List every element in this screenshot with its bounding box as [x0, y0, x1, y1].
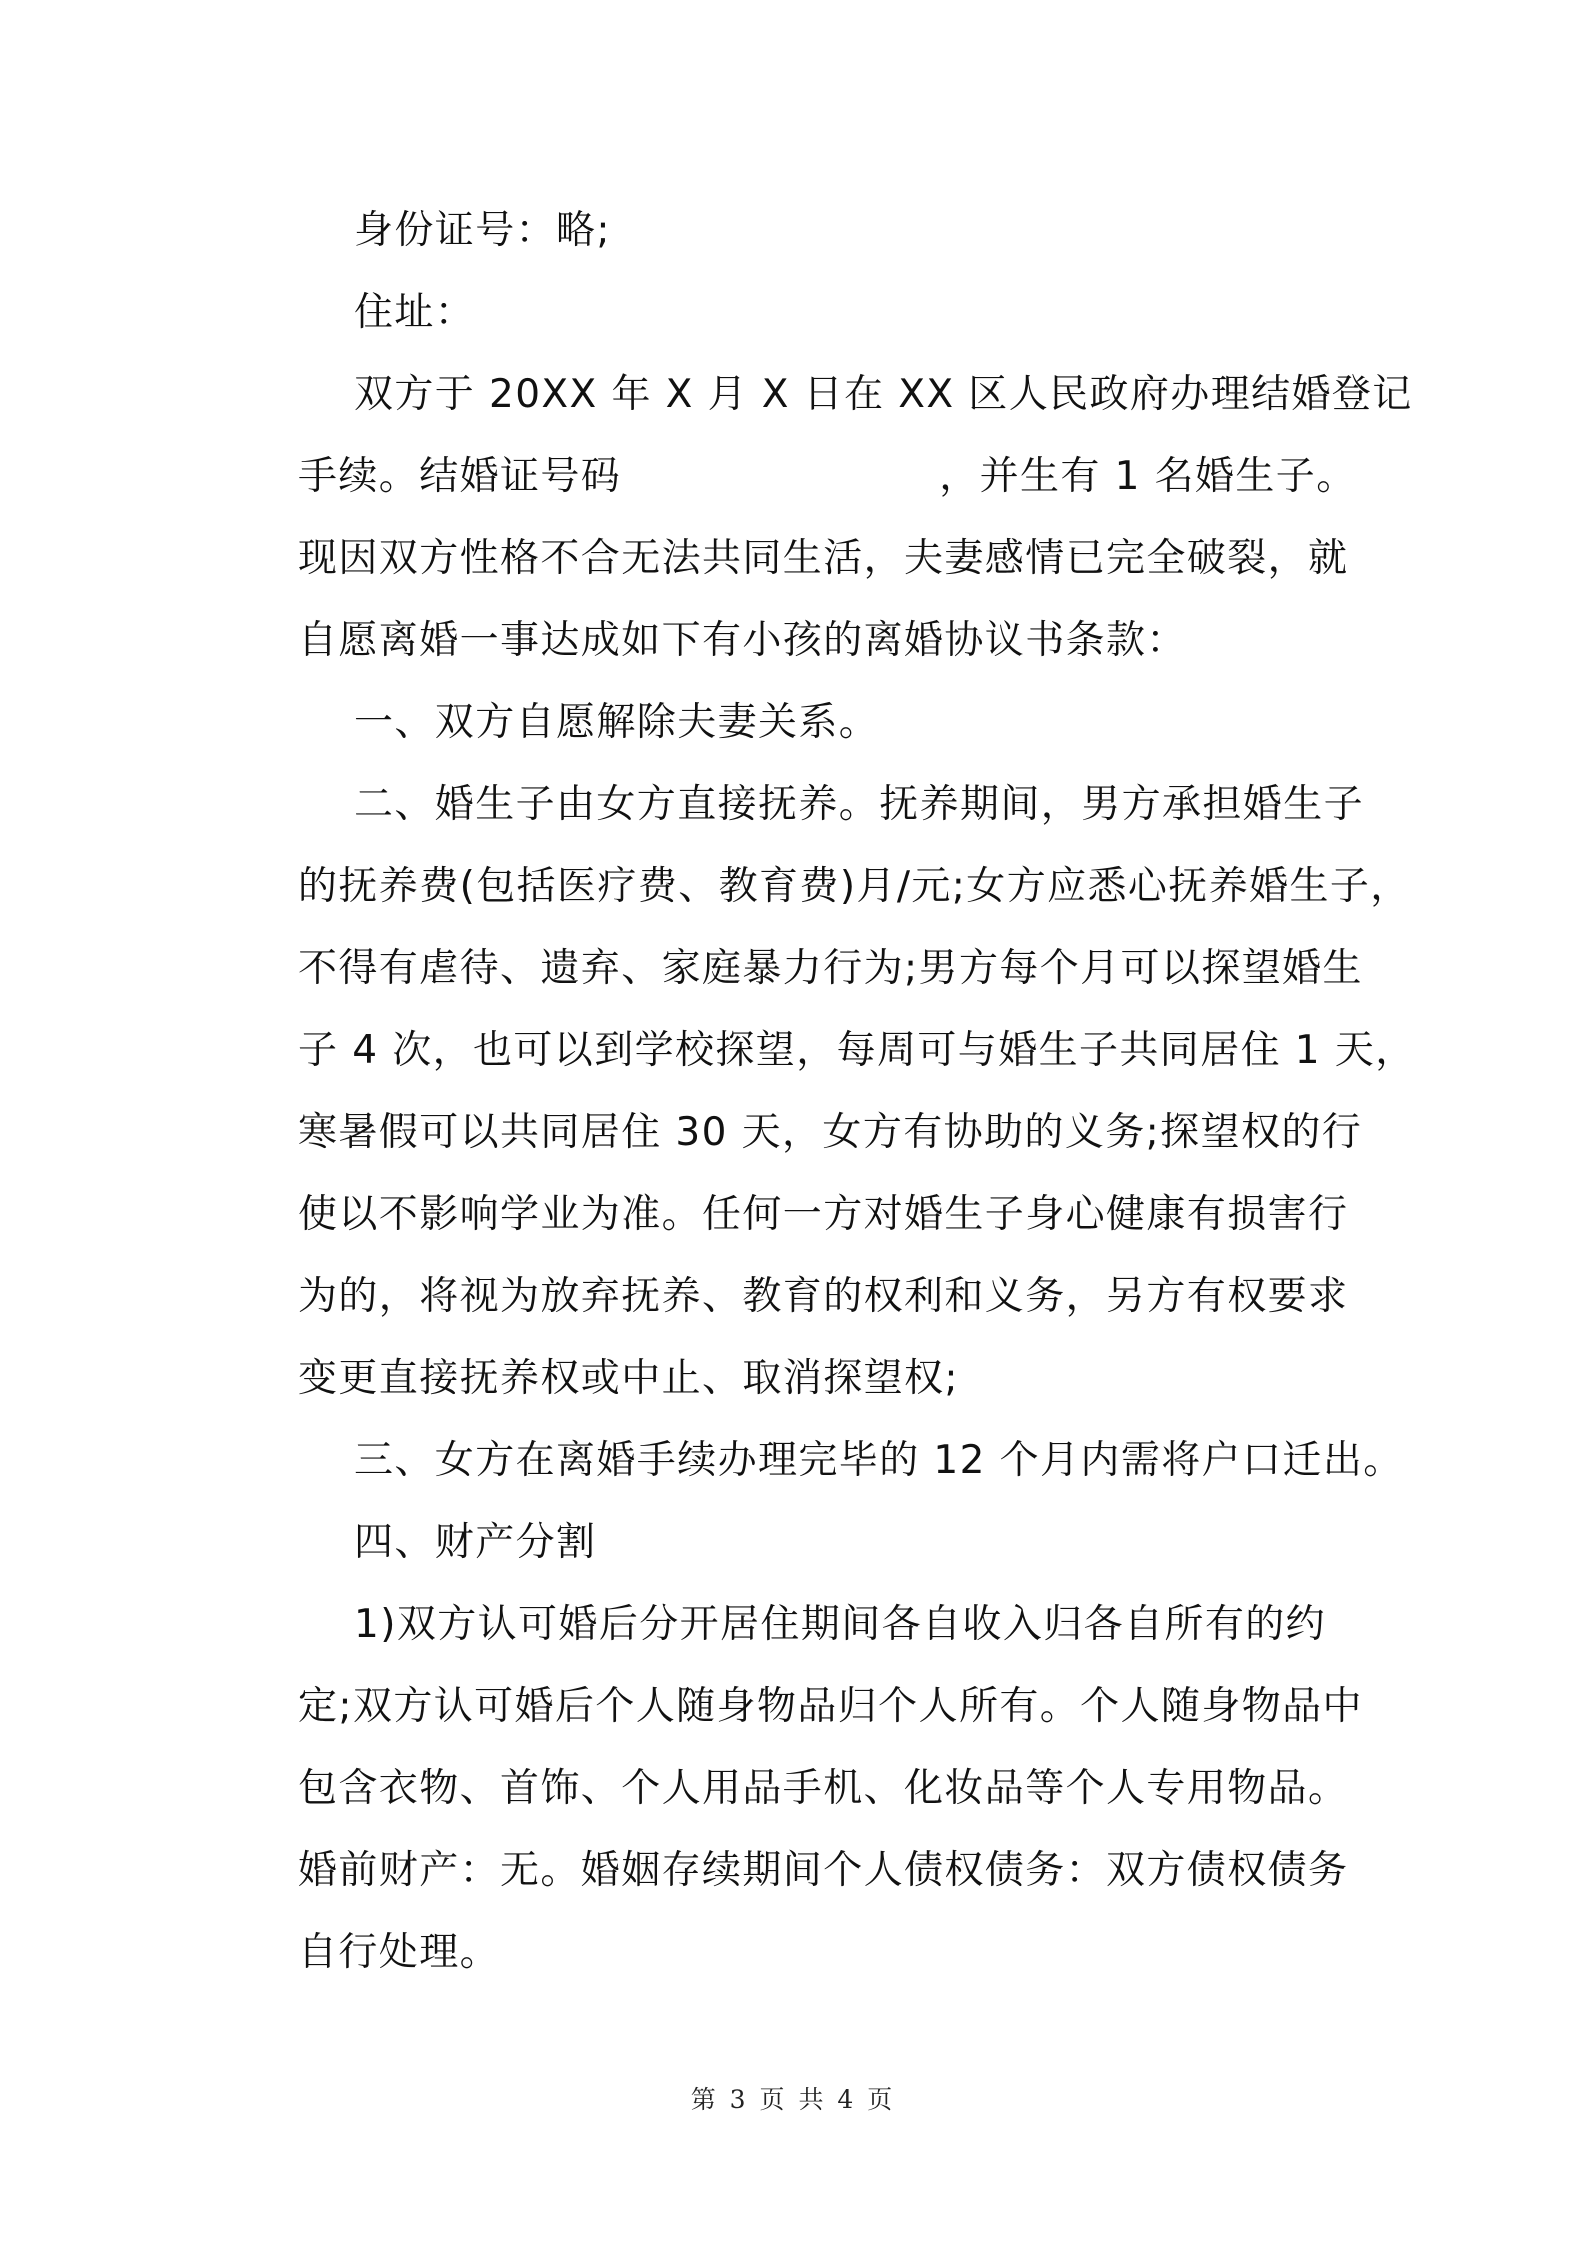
- paragraph-line: 子 4 次，也可以到学校探望，每周可与婚生子共同居住 1 天，: [298, 1028, 1416, 1073]
- paragraph-line: 为的，将视为放弃抚养、教育的权利和义务，另方有权要求: [298, 1274, 1349, 1319]
- clause-two: 二、婚生子由女方直接抚养。抚养期间，男方承担婚生子: [354, 782, 1365, 827]
- paragraph-line: 使以不影响学业为准。任何一方对婚生子身心健康有损害行: [298, 1192, 1349, 1237]
- paragraph-line: 自愿离婚一事达成如下有小孩的离婚协议书条款：: [298, 618, 1187, 663]
- paragraph-line: 现因双方性格不合无法共同生活，夫妻感情已完全破裂，就: [298, 536, 1349, 581]
- clause-three: 三、女方在离婚手续办理完毕的 12 个月内需将户口迁出。: [354, 1438, 1404, 1483]
- sub-clause-one: 1)双方认可婚后分开居住期间各自收入归各自所有的约: [354, 1602, 1327, 1647]
- paragraph-line: 包含衣物、首饰、个人用品手机、化妆品等个人专用物品。: [298, 1766, 1349, 1811]
- address-line: 住址：: [354, 290, 476, 335]
- paragraph-line: 的抚养费(包括医疗费、教育费)月/元;女方应悉心抚养婚生子，: [298, 864, 1411, 909]
- paragraph-text: 手续。结婚证号码: [298, 454, 622, 499]
- paragraph-line: 变更直接抚养权或中止、取消探望权;: [298, 1356, 959, 1401]
- paragraph-text: ，并生有 1 名婚生子。: [939, 454, 1357, 499]
- paragraph-line: 自行处理。: [298, 1930, 501, 1975]
- clause-one: 一、双方自愿解除夫妻关系。: [354, 700, 880, 745]
- paragraph-line: 双方于 20XX 年 X 月 X 日在 XX 区人民政府办理结婚登记: [354, 372, 1413, 417]
- paragraph-line-with-blank: [298, 436, 1356, 518]
- page-number-footer: 第 3 页 共 4 页: [690, 2085, 896, 2114]
- document-body: [298, 190, 1416, 1994]
- paragraph-line: 婚前财产：无。婚姻存续期间个人债权债务：双方债权债务: [298, 1848, 1349, 1893]
- paragraph-line: 不得有虐待、遗弃、家庭暴力行为;男方每个月可以探望婚生: [298, 946, 1363, 991]
- paragraph-line: 寒暑假可以共同居住 30 天，女方有协助的义务;探望权的行: [298, 1110, 1363, 1155]
- paragraph-line: 定;双方认可婚后个人随身物品归个人所有。个人随身物品中: [298, 1684, 1363, 1729]
- id-number-line: 身份证号：略;: [354, 208, 611, 253]
- clause-four-heading: 四、财产分割: [354, 1520, 597, 1565]
